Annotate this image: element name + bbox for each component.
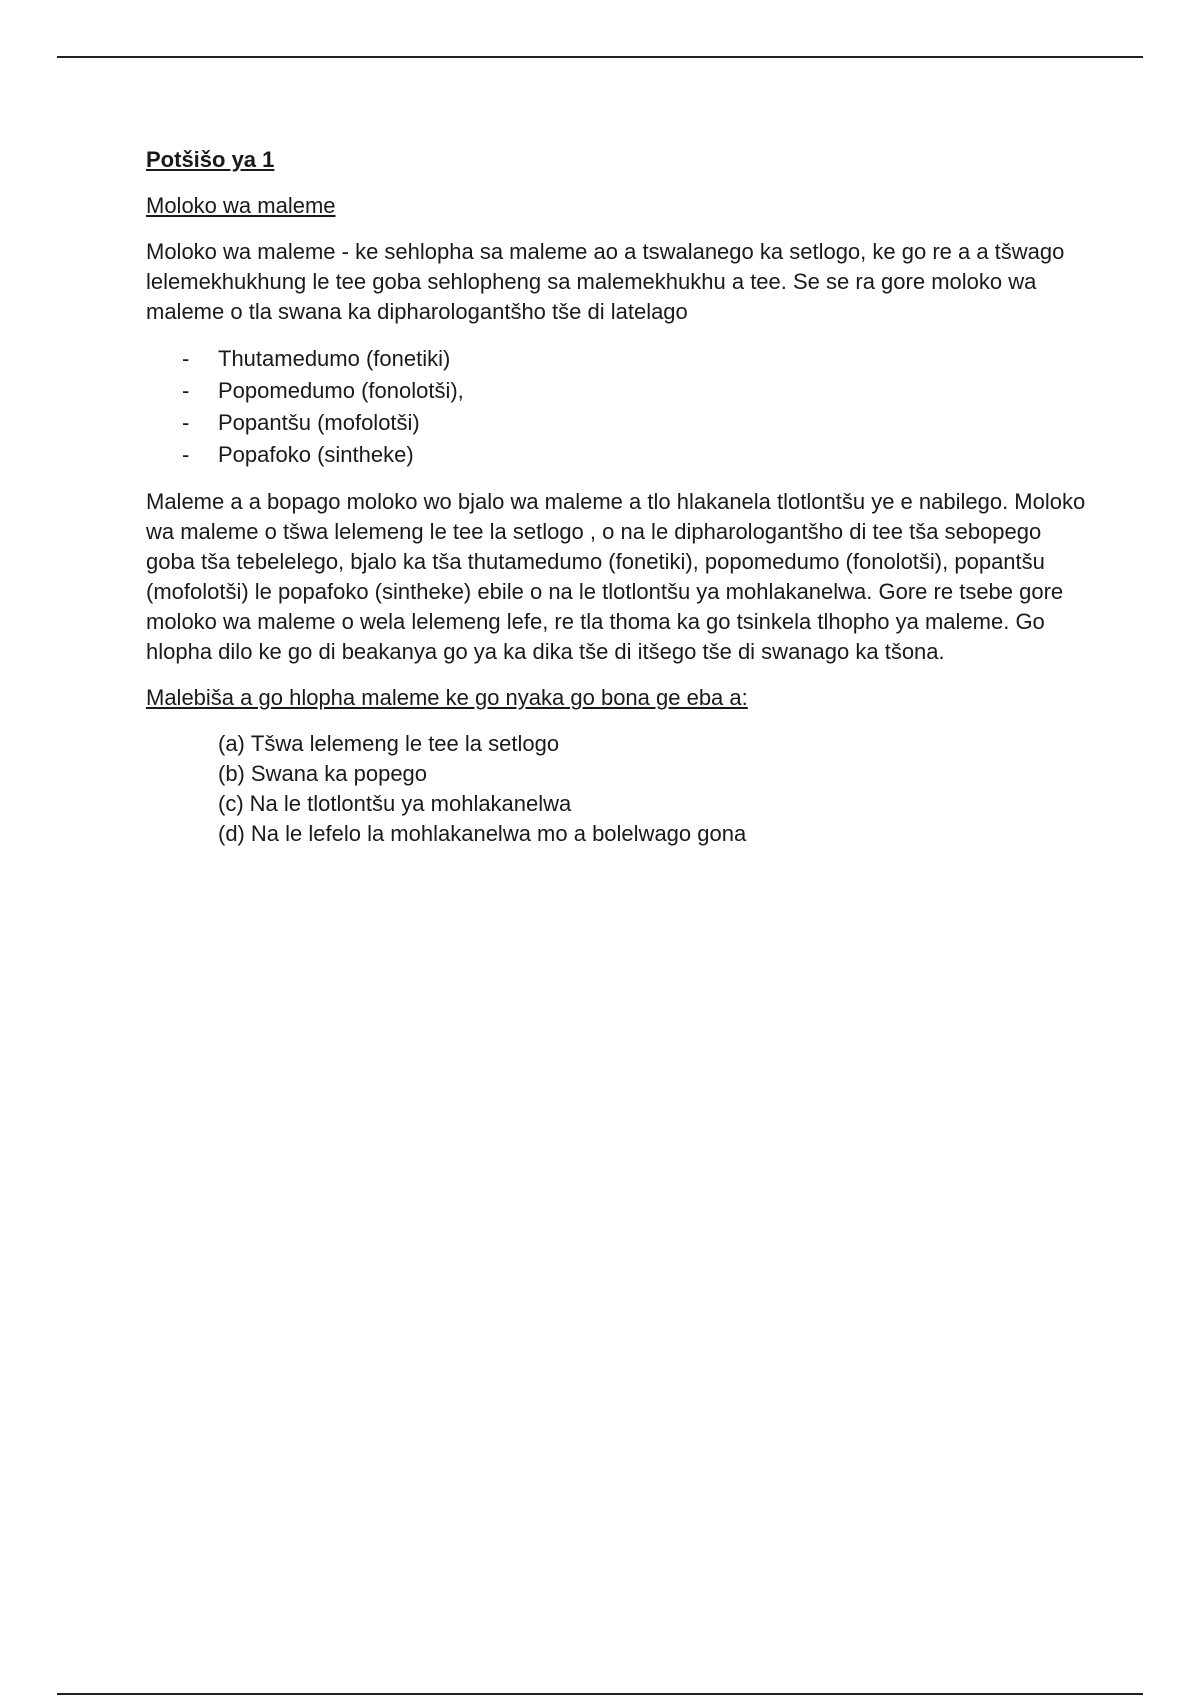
list-marker: (d) xyxy=(218,821,245,846)
list-item-text: Na le lefelo la mohlakanelwa mo a bolelwago gona xyxy=(250,821,747,846)
list-item-text: Thutamedumo (fonetiki) xyxy=(218,346,451,371)
list-marker: (a) xyxy=(218,731,245,756)
list-marker: (c) xyxy=(218,791,244,816)
dash-marker: - xyxy=(182,346,190,371)
question-heading: Potšišo ya 1 xyxy=(146,147,275,172)
criteria-list xyxy=(146,729,1096,849)
dash-marker: - xyxy=(182,410,190,435)
criteria-heading: Malebiša a go hlopha maleme ke go nyaka go bona ge eba a: xyxy=(146,685,748,710)
body-paragraph: Maleme a a bopago moloko wo bjalo wa maleme a tlo hlakanela tlotlontšu ye e nabilego. Moloko wa maleme o tšwa lelemeng le tee la setlogo , o na le dipharologantšho di tee tša sebopego goba tša tebelelego, bjalo ka tša thutamedumo (fonetiki), popomedumo (fonolotši), popantšu (mofolotši) le popafoko (sintheke) ebile o na le tlotlontšu ya mohlakanelwa. Gore re tsebe gore moloko wa maleme o wela lelemeng lefe, re tla thoma ka go tsinkela tlhopho ya maleme. Go hlopha dilo ke go di beakanya go ya ka dika tše di itšego tše di swanago ka tšona. xyxy=(146,489,1086,664)
list-item-text: Swana ka popego xyxy=(250,761,428,786)
list-item-text: Popomedumo (fonolotši), xyxy=(218,378,464,403)
dash-marker: - xyxy=(182,442,190,467)
feature-list xyxy=(146,343,1096,471)
list-marker: (b) xyxy=(218,761,245,786)
bottom-rule xyxy=(57,1693,1143,1695)
list-item-text: Popafoko (sintheke) xyxy=(218,442,414,467)
top-rule xyxy=(57,56,1143,58)
list-item-text: Tšwa lelemeng le tee la setlogo xyxy=(250,731,560,756)
list-item-text: Popantšu (mofolotši) xyxy=(218,410,420,435)
list-item-text: Na le tlotlontšu ya mohlakanelwa xyxy=(249,791,572,816)
intro-paragraph: Moloko wa maleme - ke sehlopha sa maleme ao a tswalanego ka setlogo, ke go re a a tšwago lelemekhukhung le tee goba sehlopheng sa malemekhukhu a tee. Se se ra gore moloko wa maleme o tla swana ka dipharologantšho tše di latelago xyxy=(146,239,1065,324)
document-body xyxy=(146,145,1096,849)
list-item xyxy=(146,343,1096,375)
list-item xyxy=(146,407,1096,439)
list-item xyxy=(218,729,1096,759)
section-subheading: Moloko wa maleme xyxy=(146,193,336,218)
list-item xyxy=(146,375,1096,407)
list-item xyxy=(146,439,1096,471)
list-item xyxy=(218,819,1096,849)
dash-marker: - xyxy=(182,378,190,403)
list-item xyxy=(218,759,1096,789)
list-item xyxy=(218,789,1096,819)
